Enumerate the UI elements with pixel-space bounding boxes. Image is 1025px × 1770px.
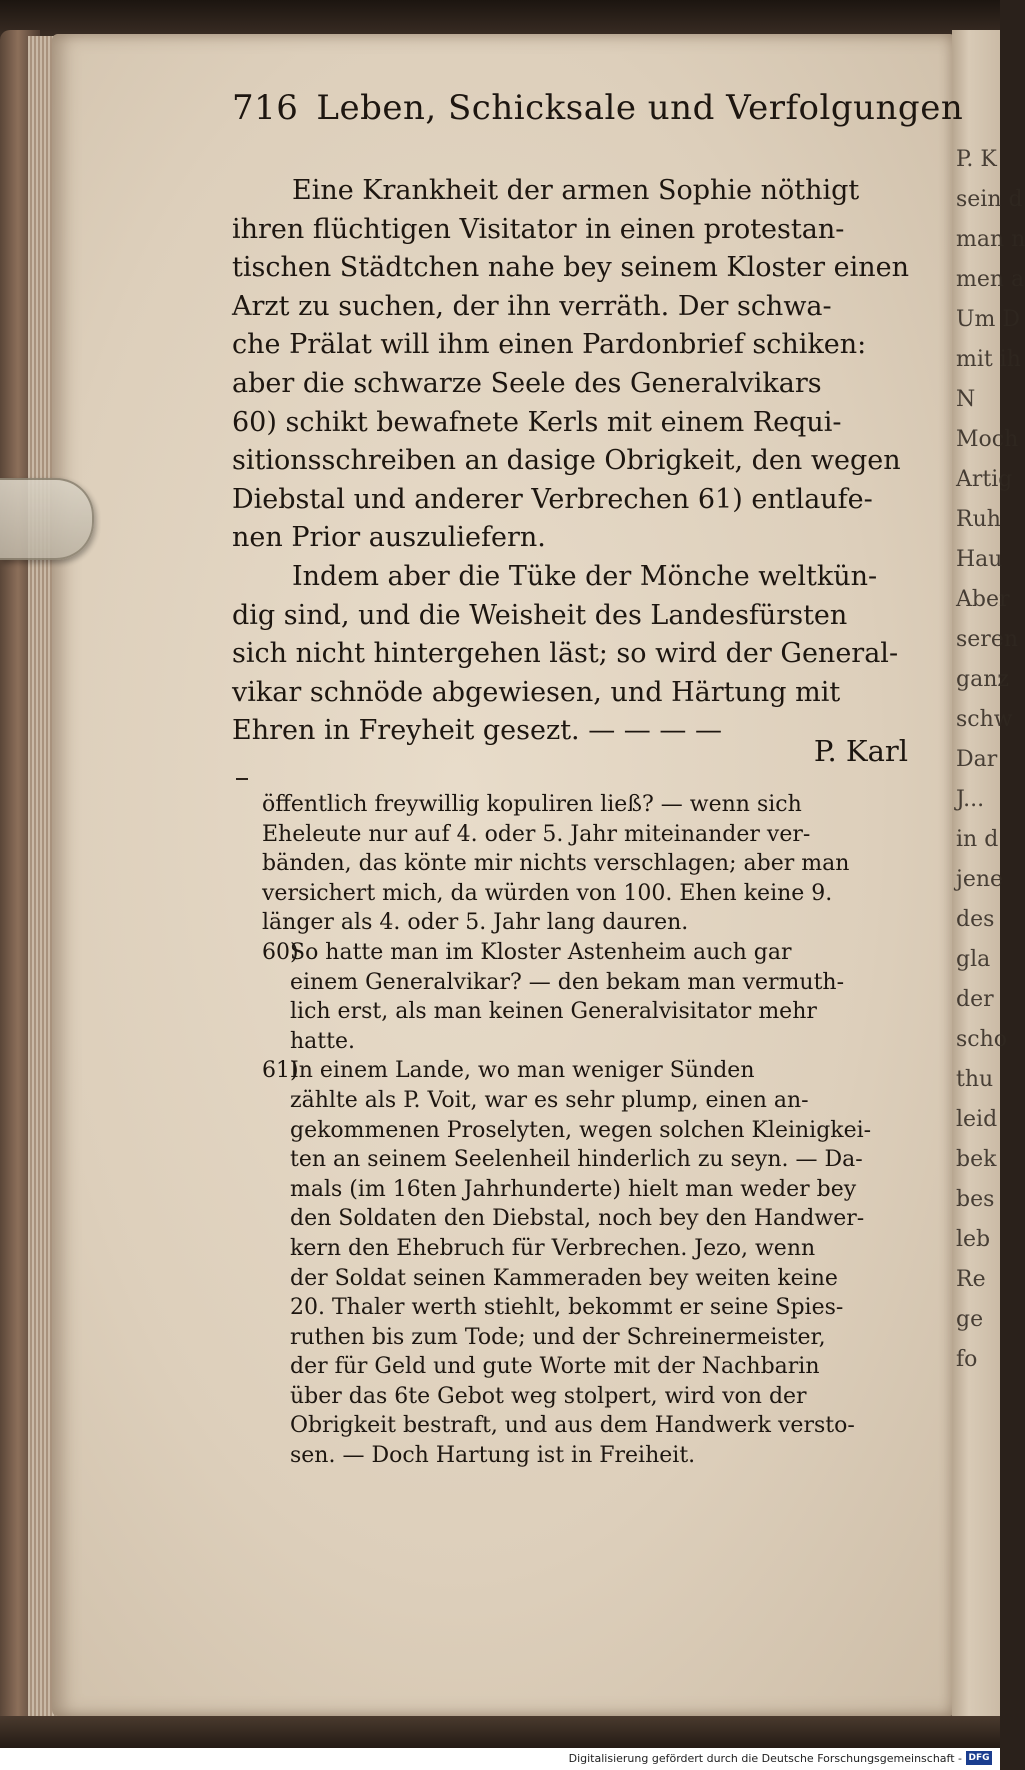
next-page-fragment: der [956, 987, 994, 1012]
footnotes [262, 790, 912, 1471]
footnote-line [262, 1293, 912, 1323]
footnote-text: 20. Thaler werth stiehlt, bekommt er seine Spies- [290, 1295, 844, 1321]
next-page-fragment: ge [956, 1307, 984, 1332]
body-text [232, 172, 908, 751]
footnote-line: öffentlich freywillig kopuliren ließ? — wenn sich [262, 792, 802, 817]
footnote-number: 60) [262, 939, 299, 965]
next-page-fragment: Um D [956, 307, 1021, 332]
footnote-line [262, 1116, 912, 1146]
footnote-text: den Soldaten den Diebstal, noch bey den Handwer- [290, 1206, 865, 1232]
next-page-fragment: seren [956, 627, 1019, 652]
footnote-text: kern den Ehebruch für Verbrechen. Jezo, wenn [290, 1235, 816, 1261]
footnote-text: über das 6te Gebot weg stolpert, wird von der [290, 1383, 807, 1409]
page-clip [0, 478, 94, 560]
footnote-text: lich erst, als man keinen Generalvisitator mehr [290, 999, 817, 1025]
next-page-fragment: sein d [956, 187, 1023, 212]
footnote-line [262, 1204, 912, 1234]
body-line: Diebstal und anderer Verbrechen 61) entlaufe- [232, 483, 873, 515]
footnote-text: gekommenen Proselyten, wegen solchen Kleinigkei- [290, 1117, 872, 1143]
next-page-fragment: scho [956, 1027, 1008, 1052]
next-page-fragment: jene [956, 867, 1004, 892]
footnote-text: ten an seinem Seelenheil hinderlich zu seyn. — Da- [290, 1147, 863, 1173]
footnote-text: zählte als P. Voit, war es sehr plump, einen an- [290, 1087, 809, 1113]
next-page-fragment: J... [956, 787, 985, 812]
footnote-text: der Soldat seinen Kammeraden bey weiten keine [290, 1265, 838, 1291]
footnote-line [262, 1175, 912, 1205]
next-page-fragment: N [956, 387, 976, 412]
body-line: Ehren in Freyheit gesezt. — — — — [232, 715, 722, 747]
footnote-line [262, 1027, 912, 1057]
next-page-fragment: men a [956, 267, 1025, 292]
body-line: che Prälat will ihm einen Pardonbrief schiken: [232, 329, 867, 361]
footnote-line [262, 997, 912, 1027]
footnote-text: hatte. [290, 1028, 355, 1054]
next-page-fragment: des [956, 907, 995, 932]
footnote-number: 61) [262, 1058, 299, 1084]
next-page-fragment: man n [956, 227, 1025, 252]
body-line: ihren flüchtigen Visitator in einen protestan- [232, 213, 845, 245]
next-page-fragment: leb [956, 1227, 991, 1252]
dfg-logo: DFG [966, 1751, 992, 1765]
footnote-text: mals (im 16ten Jahrhunderte) hielt man weder bey [290, 1176, 857, 1202]
footnote-text: sen. — Doch Hartung ist in Freiheit. [290, 1443, 696, 1469]
next-page-fragment: Moch [956, 427, 1019, 452]
next-page-fragment: bek [956, 1147, 997, 1172]
next-page-fragment: P. K [956, 147, 997, 172]
footnote-line: länger als 4. oder 5. Jahr lang dauren. [262, 910, 689, 936]
body-line: vikar schnöde abgewiesen, und Härtung mit [232, 676, 841, 708]
body-line: 60) schikt bewafnete Kerls mit einem Requi- [232, 406, 842, 438]
footnote-line [262, 1411, 912, 1441]
footnote-text: der für Geld und gute Worte mit der Nachbarin [290, 1354, 820, 1380]
footer-credit: Digitalisierung gefördert durch die Deutsche Forschungsgemeinschaft - [568, 1752, 962, 1765]
footnote-line [262, 1086, 912, 1116]
scan-background-bottom [0, 1716, 1000, 1748]
body-line: sitionsschreiben an dasige Obrigkeit, den wegen [232, 445, 901, 477]
footnote-line: Eheleute nur auf 4. oder 5. Jahr miteinander ver- [262, 821, 811, 847]
next-page-fragment: Aber [956, 587, 1010, 612]
page-header [232, 88, 964, 128]
next-page-fragment: gla [956, 947, 991, 972]
body-line: Indem aber die Tüke der Mönche weltkün- [292, 560, 878, 592]
footnote-text: einem Generalvikar? — den bekam man vermuth- [290, 969, 845, 995]
next-page-fragment: mit ih [956, 347, 1021, 372]
body-line: aber die schwarze Seele des Generalvikars [232, 367, 822, 399]
body-line: Arzt zu suchen, der ihn verräth. Der schwa- [232, 290, 832, 322]
footnote-text: In einem Lande, wo man weniger Sünden [290, 1058, 755, 1084]
next-page-text-fragments [956, 140, 1025, 1380]
footnote-line [262, 1234, 912, 1264]
footnote-line [262, 1352, 912, 1382]
next-page-fragment: in d [956, 827, 999, 852]
footnote-text: Obrigkeit bestraft, und aus dem Handwerk versto- [290, 1413, 855, 1439]
page-number: 716 [232, 88, 299, 128]
footnote-line [262, 1323, 912, 1353]
body-line: Eine Krankheit der armen Sophie nöthigt [292, 175, 860, 206]
footnote-line [262, 1441, 912, 1471]
footnote-line: bänden, das könte mir nichts verschlagen; aber man [262, 851, 850, 877]
next-page-fragment: Ruh [956, 507, 1001, 532]
footnote-line [262, 1264, 912, 1294]
next-page-fragment: thu [956, 1067, 994, 1092]
footnote-line [262, 1145, 912, 1175]
body-line: dig sind, und die Weisheit des Landesfürsten [232, 599, 848, 631]
footnote-text: ruthen bis zum Tode; und der Schreinermeister, [290, 1324, 826, 1350]
next-page-fragment: Hau [956, 547, 1003, 572]
next-page-fragment: Artig [956, 467, 1013, 492]
running-title: Leben, Schicksale und Verfolgungen [316, 88, 964, 128]
next-page-fragment: Re [956, 1267, 986, 1292]
next-page-edge [952, 30, 1025, 1720]
scan-background-top [0, 0, 1000, 38]
next-page-fragment: leid [956, 1107, 998, 1132]
footnote-line [262, 938, 912, 968]
body-line: tischen Städtchen nahe bey seinem Kloster einen [232, 252, 910, 284]
footnote-line [262, 968, 912, 998]
next-page-fragment: Dar [956, 747, 998, 772]
footnote-line [262, 1382, 912, 1412]
signature: P. Karl [813, 734, 908, 768]
next-page-fragment: schw [956, 707, 1013, 732]
body-line: nen Prior auszuliefern. [232, 522, 546, 554]
footnote-separator [236, 778, 248, 780]
body-line: sich nicht hintergehen läst; so wird der General- [232, 638, 899, 670]
next-page-fragment: bes [956, 1187, 995, 1212]
footnote-text: So hatte man im Kloster Astenheim auch gar [290, 939, 792, 965]
footnote-line: versichert mich, da würden von 100. Ehen keine 9. [262, 880, 833, 906]
footnote-line [262, 1056, 912, 1086]
next-page-fragment: fo [956, 1347, 978, 1372]
next-page-fragment: ganz [956, 667, 1009, 692]
